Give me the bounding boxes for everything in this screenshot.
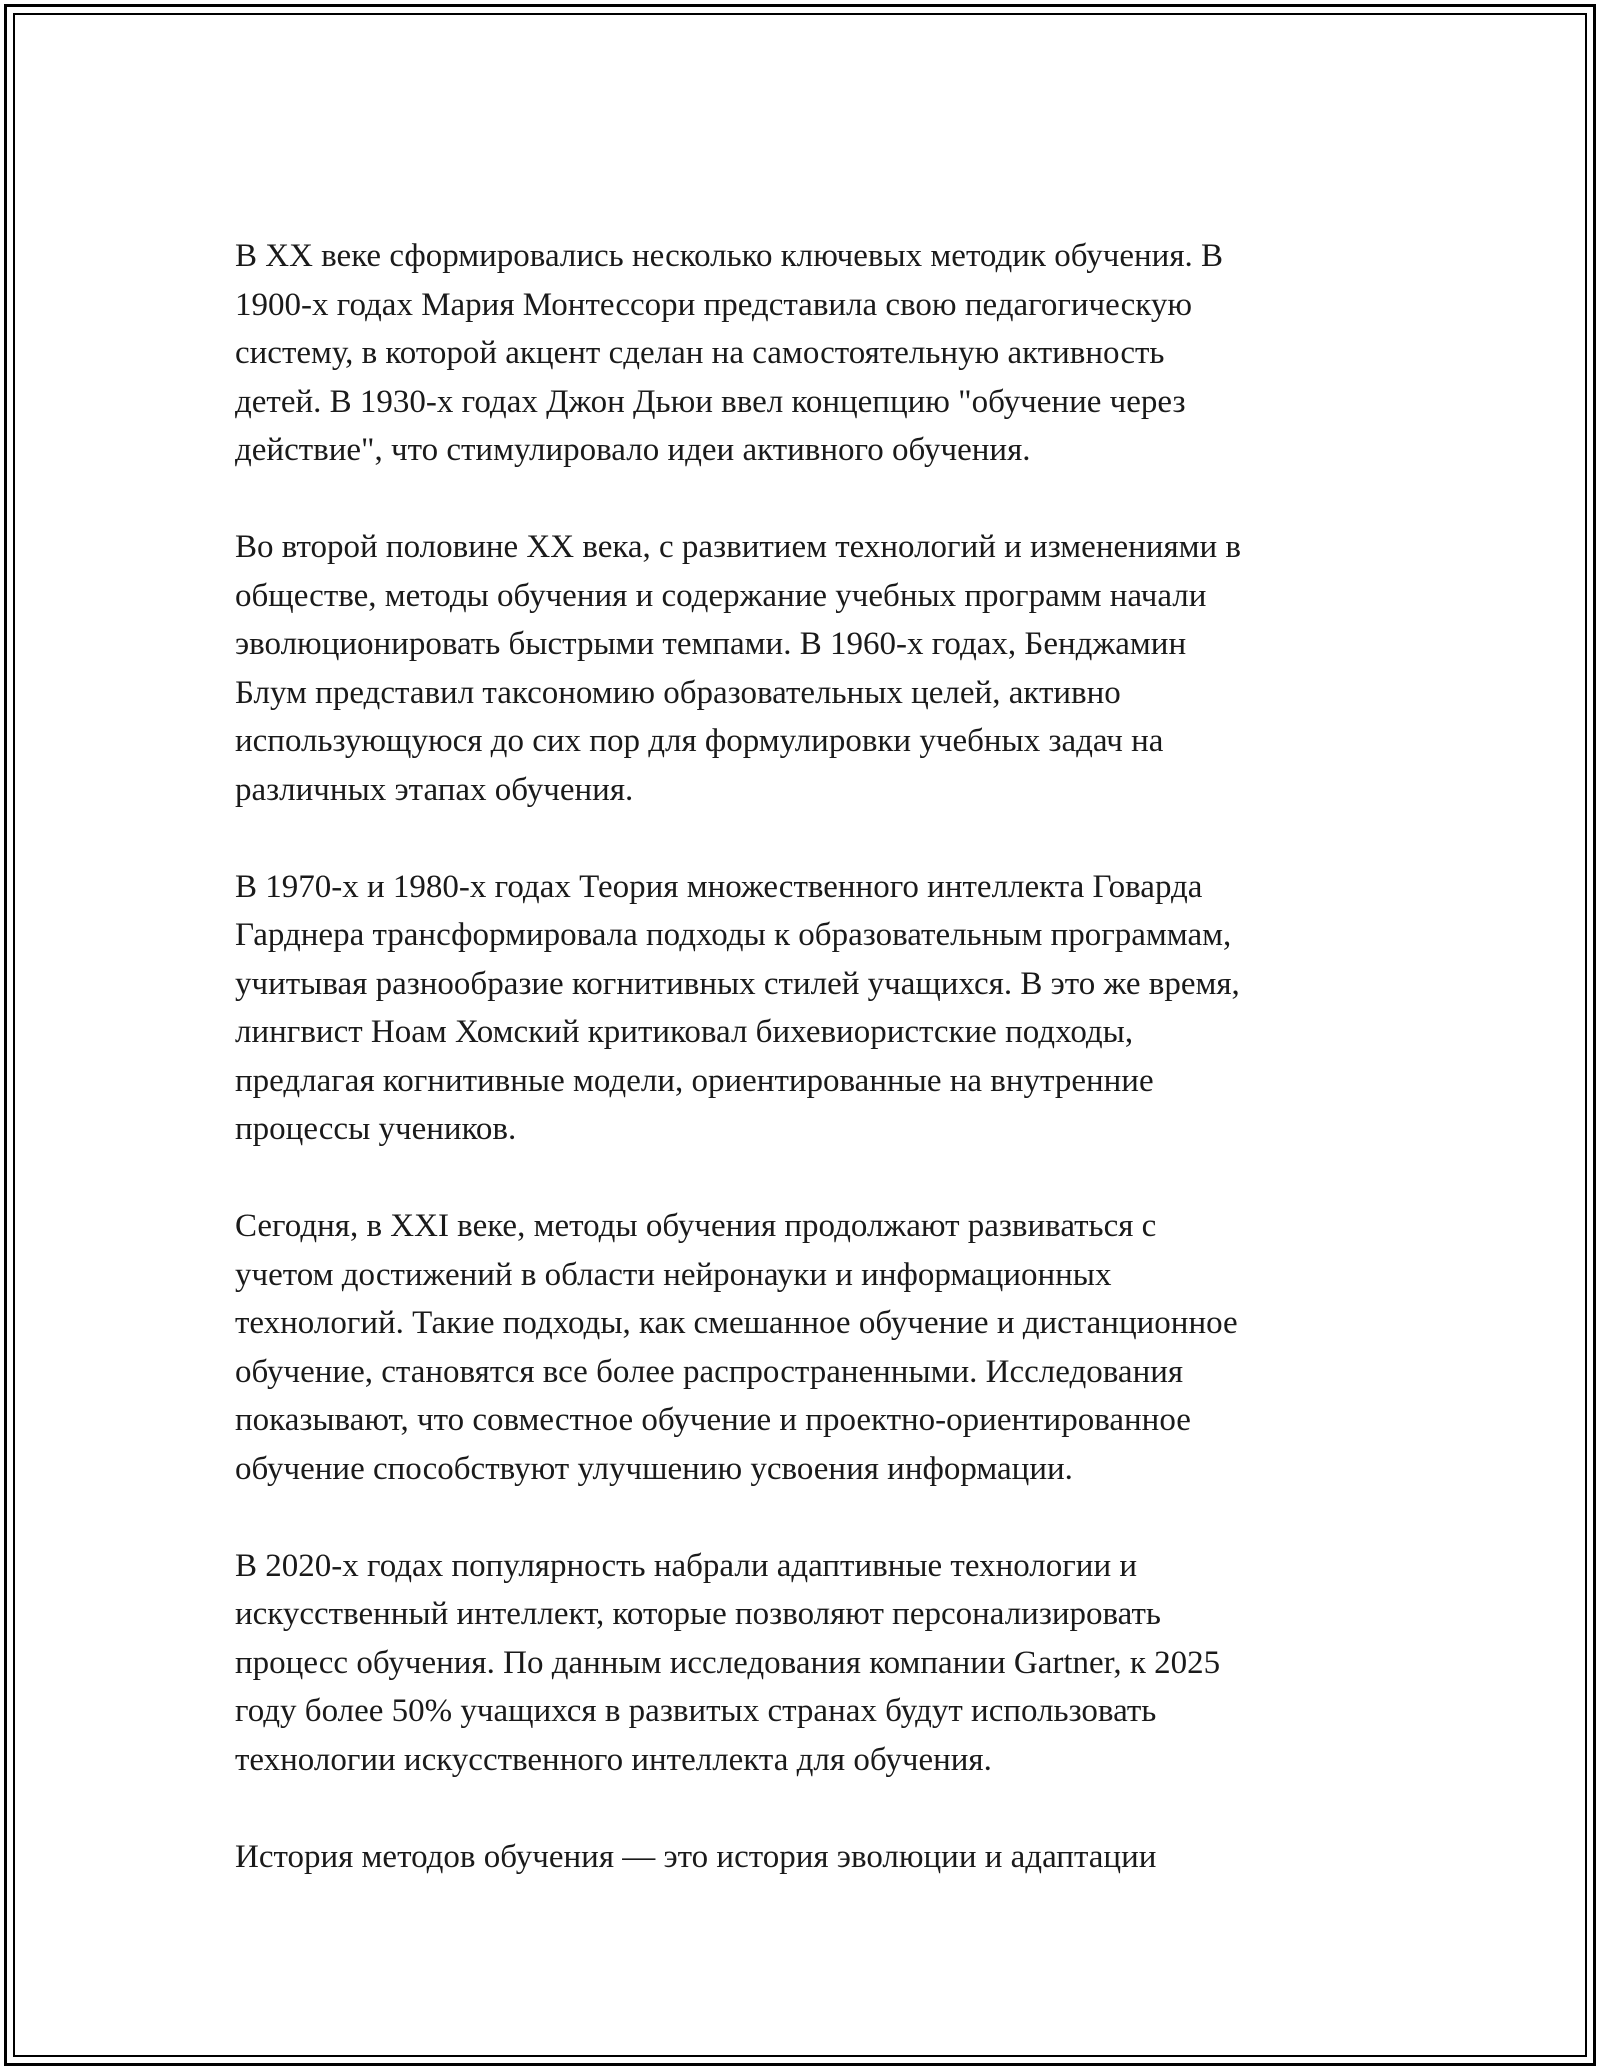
text-line: Во второй половине XX века, с развитием технологий и изменениями в	[235, 529, 1242, 565]
paragraph-2	[235, 523, 1375, 814]
text-line: детей. В 1930-х годах Джон Дьюи ввел концепцию "обучение через	[235, 383, 1186, 420]
text-line: учитывая разнообразие когнитивных стилей учащихся. В это же время,	[235, 965, 1240, 1002]
text-line: процессы учеников.	[235, 1111, 517, 1147]
text-line: различных этапах обучения.	[235, 771, 634, 808]
text-line: показывают, что совместное обучение и проектно-ориентированное	[235, 1402, 1191, 1438]
text-line: Гарднера трансформировала подходы к образовательным программам,	[235, 917, 1232, 953]
text-line: обучение, становятся все более распространенными. Исследования	[235, 1353, 1184, 1390]
text-line: искусственный интеллект, которые позволяют персонализировать	[235, 1596, 1161, 1632]
text-line: предлагая когнитивные модели, ориентированные на внутренние	[235, 1062, 1154, 1099]
text-line: обществе, методы обучения и содержание учебных программ начали	[235, 577, 1207, 614]
paragraph-5	[235, 1542, 1375, 1785]
text-line: технологий. Такие подходы, как смешанное обучение и дистанционное	[235, 1305, 1238, 1341]
text-line: В 2020-х годах популярность набрали адаптивные технологии и	[235, 1547, 1138, 1584]
text-line: систему, в которой акцент сделан на самостоятельную активность	[235, 335, 1165, 371]
text-line: Сегодня, в XXI веке, методы обучения продолжают развиваться с	[235, 1208, 1157, 1244]
text-line: лингвист Ноам Хомский критиковал бихевиористские подходы,	[235, 1014, 1134, 1050]
paragraph-4	[235, 1202, 1375, 1493]
text-line: В 1970-х и 1980-х годах Теория множественного интеллекта Говарда	[235, 868, 1203, 905]
text-line: году более 50% учащихся в развитых странах будут использовать	[235, 1693, 1157, 1729]
text-line: учетом достижений в области нейронауки и информационных	[235, 1256, 1112, 1293]
paragraph-3	[235, 863, 1375, 1154]
text-line: действие", что стимулировало идеи активного обучения.	[235, 432, 1031, 468]
text-line: технологии искусственного интеллекта для обучения.	[235, 1741, 992, 1778]
paragraph-6	[235, 1833, 1375, 1882]
text-line: В XX веке сформировались несколько ключевых методик обучения. В	[235, 238, 1224, 274]
text-line: процесс обучения. По данным исследования компании Gartner, к 2025	[235, 1644, 1221, 1681]
text-line: использующуюся до сих пор для формулировки учебных задач на	[235, 723, 1164, 759]
text-line: обучение способствуют улучшению усвоения информации.	[235, 1450, 1073, 1487]
text-line: История методов обучения — это история эволюции и адаптации	[235, 1838, 1157, 1875]
text-line: Блум представил таксономию образовательных целей, активно	[235, 674, 1121, 711]
text-line: эволюционировать быстрыми темпами. В 1960-х годах, Бенджамин	[235, 626, 1187, 662]
text-line: 1900-х годах Мария Монтессори представила свою педагогическую	[235, 286, 1192, 323]
paragraph-1	[235, 232, 1375, 475]
document-body	[235, 232, 1375, 1930]
